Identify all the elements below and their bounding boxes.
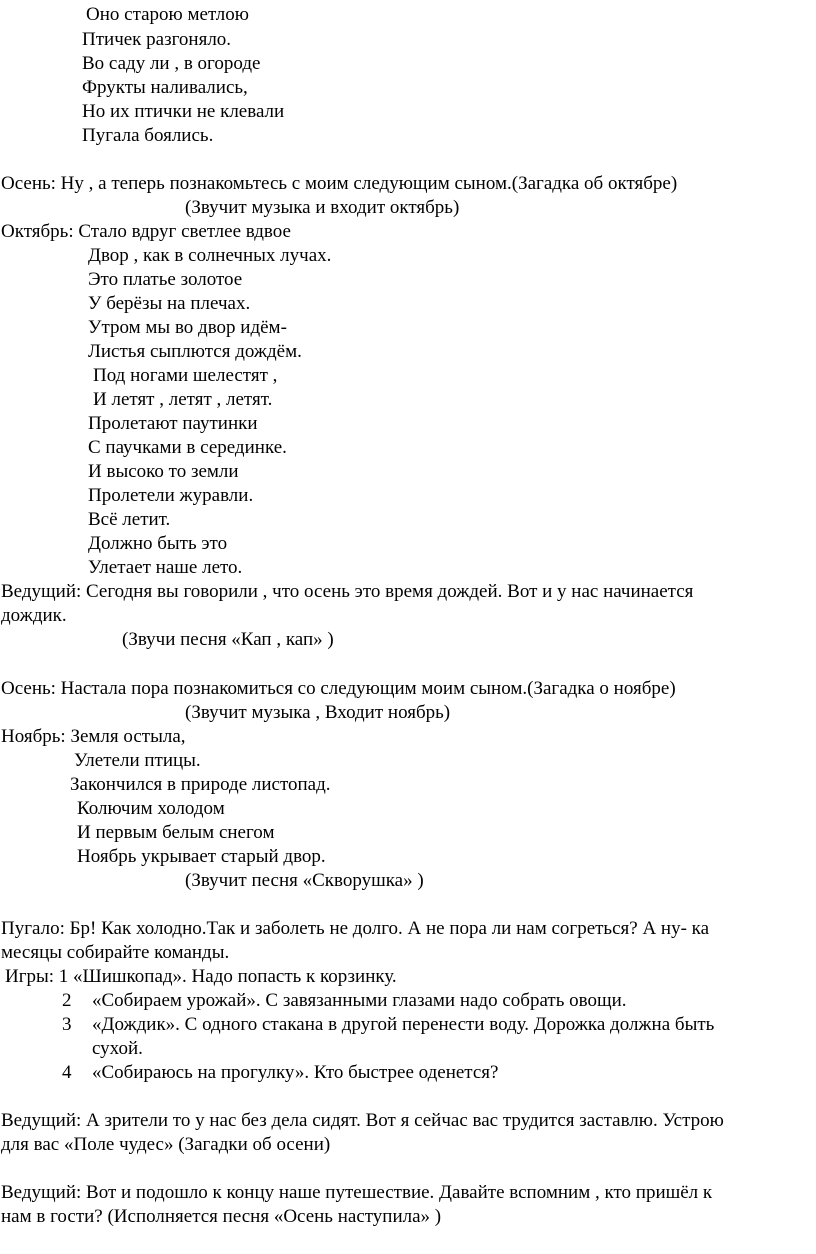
poem-line: Пугала боялись.	[82, 125, 214, 146]
host-line: для вас «Поле чудес» (Загадки об осени)	[1, 1134, 331, 1155]
stage-direction: (Звучит песня «Скворушка» )	[185, 870, 424, 891]
list-item: «Дождик». С одного стакана в другой перенести воду. Дорожка должна быть	[92, 1014, 715, 1035]
poem-line: Птичек разгоняло.	[82, 29, 232, 50]
poem-line: Ноябрь укрывает старый двор.	[77, 846, 326, 867]
list-item: «Собираюсь на прогулку». Кто быстрее оденется?	[92, 1062, 499, 1083]
list-item-number: 2	[62, 990, 72, 1011]
host-line: Ведущий: Вот и подошло к концу наше путешествие. Давайте вспомним , кто пришёл к	[1, 1182, 713, 1203]
poem-line: Оно старою метлою	[86, 4, 249, 25]
list-item: «Собираем урожай». С завязанными глазами надо собрать овощи.	[92, 990, 627, 1011]
autumn-line: Осень: Ну , а теперь познакомьтесь с моим следующим сыном.(Загадка об октябре)	[1, 173, 678, 194]
games-intro: Игры: 1 «Шишкопад». Надо попасть к корзинку.	[5, 966, 397, 987]
poem-line: Закончился в природе листопад.	[70, 774, 331, 795]
host-line: нам в гости? (Исполняется песня «Осень наступила» )	[1, 1206, 442, 1227]
poem-line: Под ногами шелестят ,	[93, 365, 278, 386]
poem-line: Двор , как в солнечных лучах.	[88, 245, 332, 266]
poem-line: Колючим холодом	[77, 798, 225, 819]
host-line: Ведущий: А зрители то у нас без дела сидят. Вот я сейчас вас трудится заставлю. Устрою	[1, 1110, 724, 1131]
poem-line: Во саду ли , в огороде	[82, 53, 261, 74]
poem-line: С паучками в серединке.	[88, 437, 287, 458]
scarecrow-line: Пугало: Бр! Как холодно.Так и заболеть не долго. А не пора ли нам согреться? А ну- ка	[1, 918, 710, 939]
host-line: Ведущий: Сегодня вы говорили , что осень это время дождей. Вот и у нас начинается	[1, 581, 694, 602]
poem-line: И первым белым снегом	[77, 822, 275, 843]
poem-line: И летят , летят , летят.	[93, 389, 273, 410]
poem-line: Это платье золотое	[88, 269, 243, 290]
list-item-number: 4	[62, 1062, 72, 1083]
poem-line: Пролетают паутинки	[88, 413, 258, 434]
poem-line: Пролетели журавли.	[88, 485, 254, 506]
poem-line: Всё летит.	[88, 509, 171, 530]
stage-direction: (Звучит музыка , Входит ноябрь)	[185, 702, 451, 723]
poem-line: Улетели птицы.	[74, 750, 201, 771]
list-item-continuation: сухой.	[92, 1038, 143, 1059]
autumn-line: Осень: Настала пора познакомиться со следующим моим сыном.(Загадка о ноябре)	[1, 678, 676, 699]
list-item-number: 3	[62, 1014, 72, 1035]
poem-line: Улетает наше лето.	[88, 557, 243, 578]
november-line: Ноябрь: Земля остыла,	[1, 726, 186, 747]
poem-line: Листья сыплются дождём.	[88, 341, 302, 362]
stage-direction: (Звучи песня «Кап , кап» )	[122, 629, 334, 650]
poem-line: У берёзы на плечах.	[88, 293, 251, 314]
poem-line: И высоко то земли	[88, 461, 239, 482]
poem-line: Должно быть это	[88, 533, 228, 554]
host-line: дождик.	[1, 605, 67, 626]
stage-direction: (Звучит музыка и входит октябрь)	[185, 197, 460, 218]
poem-line: Утром мы во двор идём-	[88, 317, 287, 338]
poem-line: Но их птички не клевали	[82, 101, 285, 122]
scarecrow-line: месяцы собирайте команды.	[1, 942, 230, 963]
poem-line: Фрукты наливались,	[82, 77, 248, 98]
october-line: Октябрь: Стало вдруг светлее вдвое	[1, 221, 291, 242]
